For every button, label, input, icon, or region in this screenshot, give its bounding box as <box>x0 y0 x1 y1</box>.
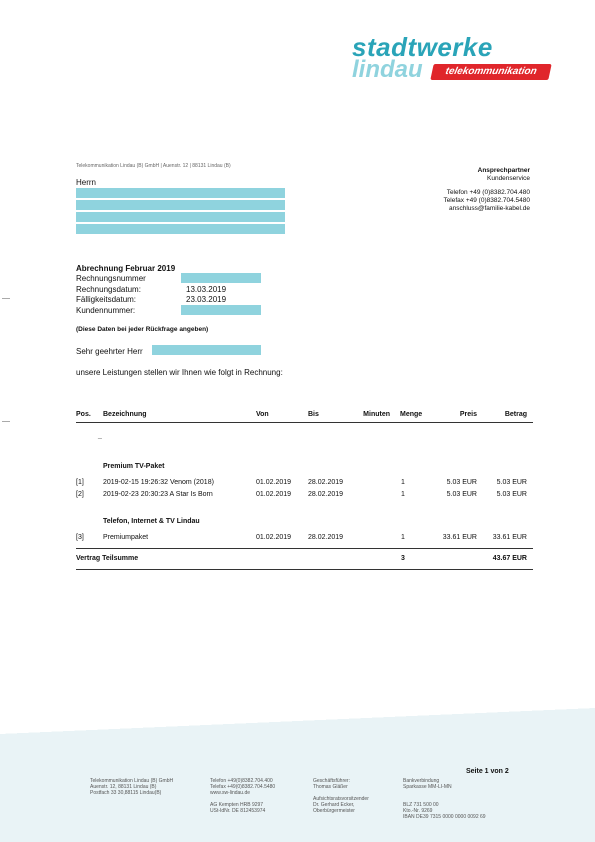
stray-mark: _ <box>98 432 102 439</box>
footer-line: Geschäftsführer: <box>313 778 350 784</box>
footer-line: Kto.-Nr. 9269 <box>403 808 433 814</box>
table-header-rule <box>76 422 533 423</box>
footer-line: Oberbürgermeister <box>313 808 355 814</box>
group-title: Premium TV-Paket <box>103 463 165 470</box>
row-from: 01.02.2019 <box>256 491 292 498</box>
subtotal-amount: 43.67 EUR <box>492 555 527 562</box>
row-to: 28.02.2019 <box>308 491 344 498</box>
row-price: 5.03 EUR <box>446 491 477 498</box>
footer-line: Telekommunikation Lindau (B) GmbH <box>90 778 174 784</box>
subtotal-rule-bottom <box>76 569 533 570</box>
footer-line: Sparkasse MM-LI-MN <box>403 784 452 790</box>
intro-text: unsere Leistungen stellen wir Ihnen wie folgt in Rechnung: <box>76 368 283 377</box>
col-pos-header: Pos. <box>76 411 91 418</box>
row-to: 28.02.2019 <box>308 479 344 486</box>
row-desc: 2019-02-23 20:30:23 A Star Is Born <box>103 491 213 498</box>
footer-contact <box>210 778 275 814</box>
footer-line: Telefax +49(0)8382.704.5480 <box>210 784 276 790</box>
redacted-address-line <box>76 212 285 222</box>
col-to-header: Bis <box>308 411 319 418</box>
footer-line: IBAN DE39 7315 0000 0000 0092 69 <box>403 814 486 820</box>
footer-line: BLZ 731 500 00 <box>403 802 439 808</box>
col-from-header: Von <box>256 411 269 418</box>
footer-company <box>90 778 173 796</box>
contact-block <box>443 167 530 213</box>
contact-fax: Telefax +49 (0)8382.704.5480 <box>443 197 530 204</box>
row-qty: 1 <box>401 479 405 486</box>
logo-line1: stadtwerke <box>352 32 493 62</box>
redacted-invoice-number <box>181 273 261 283</box>
footer-line: Telefon +49(0)8382.704.400 <box>210 778 273 784</box>
footer-line[interactable]: www.sw-lindau.de <box>210 790 251 796</box>
row-price: 33.61 EUR <box>442 534 477 541</box>
logo-badge: telekommunikation <box>430 64 551 80</box>
footer-management <box>313 778 369 814</box>
row-from: 01.02.2019 <box>256 479 292 486</box>
footer-line: Thomas Gläßer <box>313 784 348 790</box>
row-qty: 1 <box>401 534 405 541</box>
row-pos: [2] <box>76 491 84 498</box>
row-pos: [3] <box>76 534 84 541</box>
row-amount: 5.03 EUR <box>496 479 527 486</box>
footer-line: Dr. Gerhard Ecker, <box>313 802 355 808</box>
customer-number-label: Kundennummer: <box>76 306 136 315</box>
footer-line: USt-IdNr. DE 812453974 <box>210 808 266 814</box>
due-date-label: Fälligkeitsdatum: <box>76 295 137 304</box>
contact-phone: Telefon +49 (0)8382.704.480 <box>446 189 530 196</box>
sender-line: Telekommunikation Lindau (B) GmbH | Auenstr. 12 | 88131 Lindau (B) <box>76 163 231 169</box>
col-desc-header: Bezeichnung <box>103 411 147 418</box>
greeting: Sehr geehrter Herr <box>76 347 143 356</box>
col-amount-header: Betrag <box>504 411 527 418</box>
contact-email[interactable]: anschluss@familie-kabel.de <box>448 205 530 212</box>
redacted-customer-number <box>181 305 261 315</box>
invoice-number-label: Rechnungsnummer <box>76 274 146 283</box>
col-price-header: Preis <box>459 411 477 418</box>
redacted-name <box>152 345 261 355</box>
subtotal-qty: 3 <box>401 555 405 562</box>
fold-mark <box>2 421 10 422</box>
footer-bank <box>403 778 486 820</box>
invoice-title: Abrechnung Februar 2019 <box>76 264 176 273</box>
row-desc: 2019-02-15 19:26:32 Venom (2018) <box>103 479 214 486</box>
redacted-address-line <box>76 200 285 210</box>
row-amount: 5.03 EUR <box>496 491 527 498</box>
row-price: 5.03 EUR <box>446 479 477 486</box>
row-desc: Premiumpaket <box>103 534 149 541</box>
group-title: Telefon, Internet & TV Lindau <box>103 518 200 525</box>
col-qty-header: Menge <box>400 411 423 418</box>
fold-mark <box>2 298 10 299</box>
footer-line: Postfach 33 30,88115 Lindau(B) <box>90 790 162 796</box>
row-pos: [1] <box>76 479 84 486</box>
recipient-salutation: Herrn <box>76 178 97 187</box>
row-from: 01.02.2019 <box>256 534 292 541</box>
footer-line: Aufsichtsratsvorsitzender <box>313 796 369 802</box>
invoice-date-label: Rechnungsdatum: <box>76 285 141 294</box>
col-minutes-header: Minuten <box>363 411 390 418</box>
contact-dept: Kundenservice <box>487 175 530 182</box>
subtotal-rule-top <box>76 548 533 549</box>
footer-line: Bankverbindung <box>403 778 440 784</box>
row-amount: 33.61 EUR <box>492 534 527 541</box>
due-date-value: 23.03.2019 <box>186 295 227 304</box>
footer-line: Auenstr. 12, 88131 Lindau (B) <box>90 784 157 790</box>
subtotal-label: Vertrag Teilsumme <box>76 555 139 562</box>
footer-line: AG Kempten HRB 9297 <box>210 802 264 808</box>
invoice-date-value: 13.03.2019 <box>186 285 227 294</box>
redacted-address-line <box>76 188 285 198</box>
logo-line2: lindau <box>352 56 423 83</box>
contact-heading: Ansprechpartner <box>477 167 530 174</box>
reference-note: (Diese Daten bei jeder Rückfrage angeben) <box>76 326 209 333</box>
redacted-address-line <box>76 224 285 234</box>
row-qty: 1 <box>401 491 405 498</box>
row-to: 28.02.2019 <box>308 534 344 541</box>
page-number: Seite 1 von 2 <box>466 768 509 775</box>
